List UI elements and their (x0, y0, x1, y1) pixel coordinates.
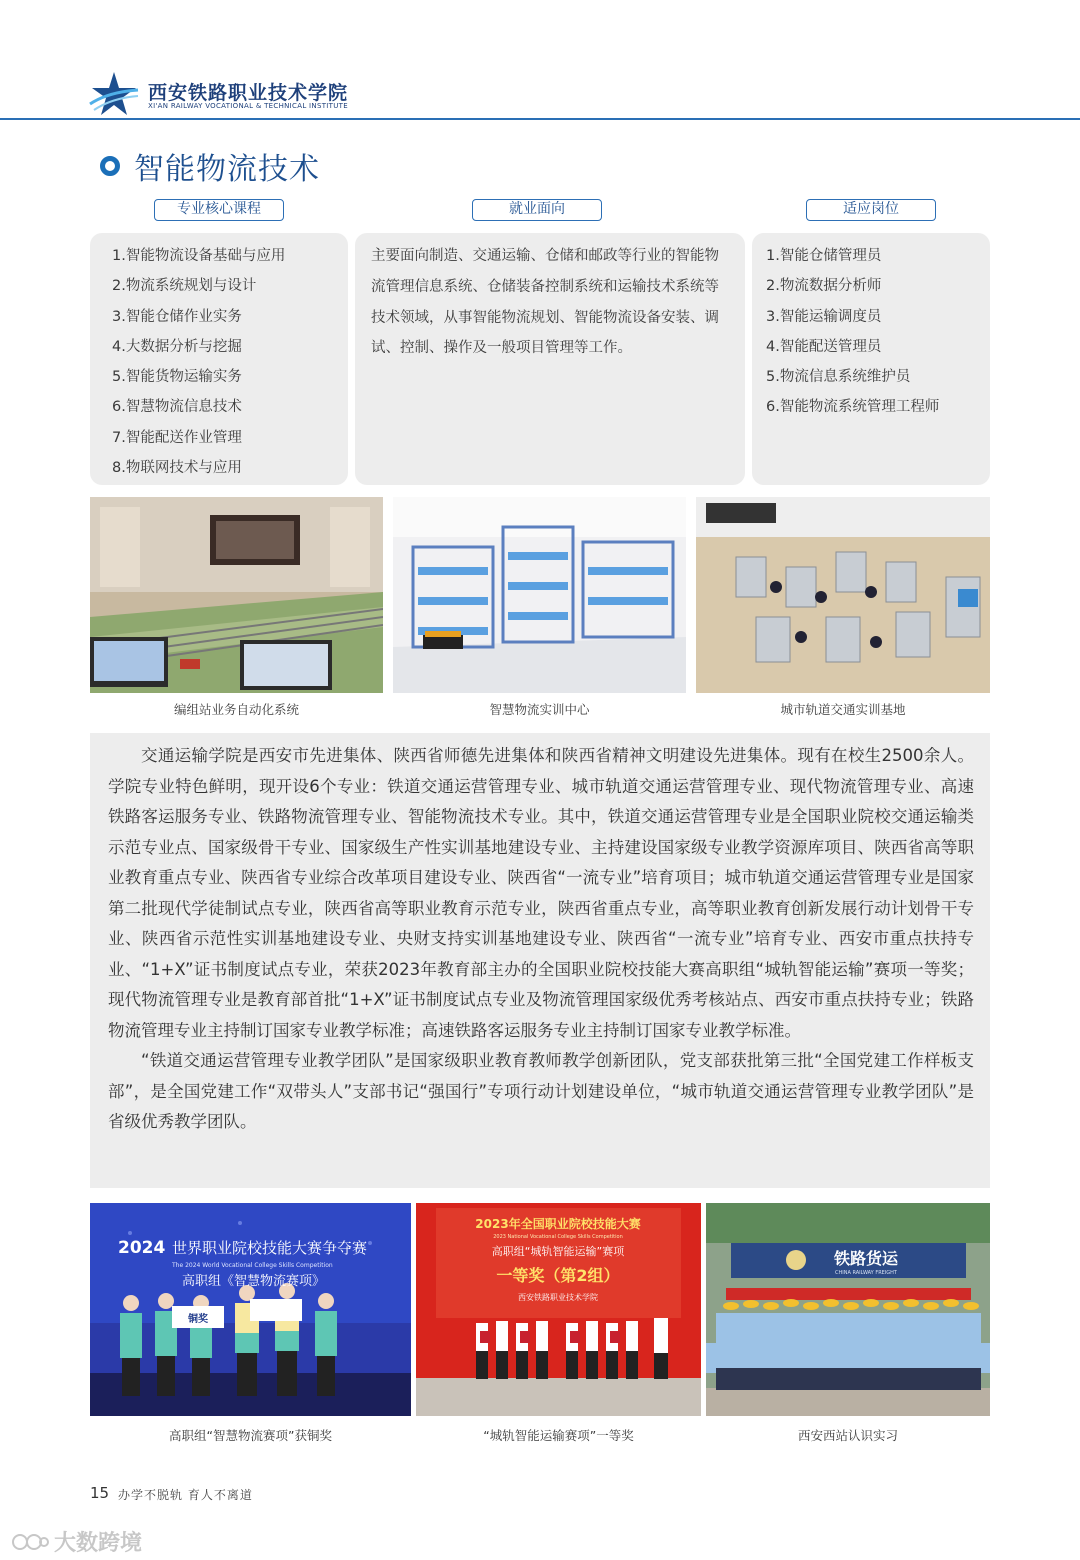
footer-slogan: 办学不脱轨 育人不离道 (118, 1488, 253, 1502)
watermark-logo-icon (10, 1530, 50, 1554)
course-item: 4.大数据分析与挖掘 (112, 338, 242, 355)
intro-paragraph-1: 交通运输学院是西安市先进集体、陕西省师德先进集体和陕西省精神文明建设先进集体。现有在校生2500余人。学院专业特色鲜明，现开设6个专业：铁道交通运营管理专业、城市轨道交通运营管理专业、现代物流管理专业、高速铁路客运服务专业、铁路物流管理专业、智能物流技术专业。其中，铁道交通运营管理专业是全国职业院校交通运输类示范专业点、国家级骨干专业、国家级生产性实训基地建设专业、主持建设国家级专业教学资源库项目、陕西省高等职业教育重点专业、陕西省专业综合改革项目建设专业、陕西省“一流专业”培育项目；城市轨道交通运营管理专业是国家第二批现代学徒制试点专业，陕西省高等职业教育示范专业，陕西省重点专业，高等职业教育创新发展行动计划骨干专业、陕西省示范性实训基地建设专业、央财支持实训基地建设专业、陕西省“一流专业”培育专业、西安市重点扶持专业、“1+X”证书制度试点专业，荣获2023年教育部主办的全国职业院校技能大赛高职组“城轨智能运输”赛项一等奖；现代物流管理专业是教育部首批“1+X”证书制度试点专业及物流管理国家级优秀考核站点、西安市重点扶持专业；铁路物流管理专业主持制订国家专业教学标准；高速铁路客运服务专业主持制订国家专业教学标准。 (108, 746, 974, 1040)
photo-xian-west-station (706, 1203, 990, 1416)
banner-year: 2024 (118, 1238, 166, 1258)
watermark-text: 大数跨境 (54, 1531, 143, 1556)
caption-logistics-center: 智慧物流实训中心 (489, 702, 590, 717)
course-item: 5.智能货物运输实务 (112, 369, 242, 386)
position-item: 1.智能仓储管理员 (766, 248, 882, 264)
courses-list (112, 241, 285, 483)
tag-positions: 适应岗位 (806, 199, 936, 221)
position-item: 5.物流信息系统维护员 (766, 369, 911, 386)
page-header (0, 0, 1080, 125)
intro-paragraph-2: “铁道交通运营管理专业教学团队”是国家级职业教育教师教学创新团队，党支部获批第三批“全国党建工作样板支部”，是全国党建工作“双带头人”支部书记“强国行”专项行动计划建设单位，“城市轨道交通运营管理专业教学团队”是省级优秀教学团队。 (108, 1051, 974, 1131)
section-title (100, 146, 320, 186)
title-bullet-icon (100, 156, 120, 176)
banner-event: 高职组《智慧物流赛项》 (182, 1274, 326, 1289)
banner-title: 世界职业院校技能大赛争夺赛 (172, 1239, 368, 1257)
station-sign-en: CHINA RAILWAY FREIGHT (835, 1270, 897, 1276)
course-item: 3.智能仓储作业实务 (112, 308, 242, 325)
course-item: 6.智慧物流信息技术 (112, 399, 242, 416)
station-sign: 铁路货运 (833, 1249, 899, 1268)
banner-competition-en: 2023 National Vocational College Skills Competition (493, 1234, 623, 1240)
page-title: 智能物流技术 (134, 152, 320, 187)
photo-first-prize (416, 1203, 701, 1416)
tag-employment: 就业面向 (472, 199, 602, 221)
course-item: 8.物联网技术与应用 (112, 460, 242, 477)
photo-bronze-award (90, 1203, 411, 1416)
employment-panel (355, 233, 745, 485)
school-logo-icon (88, 70, 140, 118)
caption-bronze-award: 高职组“智慧物流赛项”获铜奖 (169, 1428, 332, 1443)
photo-urban-rail-base (696, 497, 990, 693)
school-name-cn: 西安铁路职业技术学院 (148, 82, 349, 104)
introduction-text (108, 741, 974, 1138)
caption-first-prize: “城轨智能运输赛项”一等奖 (483, 1428, 634, 1443)
course-item: 7.智能配送作业管理 (112, 429, 242, 446)
tag-core-courses: 专业核心课程 (154, 199, 284, 221)
header-divider (0, 118, 1080, 120)
position-item: 6.智能物流系统管理工程师 (766, 399, 940, 416)
courses-panel (90, 233, 348, 485)
photo-logistics-center (393, 497, 686, 693)
employment-text: 主要面向制造、交通运输、仓储和邮政等行业的智能物流管理信息系统、仓储装备控制系统和运输技术系统等技术领域，从事智能物流规划、智能物流设备安装、调试、控制、操作及一般项目管理等工作。 (371, 248, 719, 357)
watermark (10, 1526, 142, 1557)
banner-prize: 一等奖（第2组） (496, 1266, 620, 1285)
banner-school: 西安铁路职业技术学院 (518, 1293, 598, 1302)
course-item: 2.物流系统规划与设计 (112, 278, 257, 295)
position-item: 2.物流数据分析师 (766, 278, 882, 295)
page-number: 15 (90, 1484, 110, 1502)
caption-marshalling-yard: 编组站业务自动化系统 (173, 702, 299, 717)
banner-subtitle: The 2024 World Vocational College Skills Competition (172, 1262, 333, 1269)
position-item: 4.智能配送管理员 (766, 338, 882, 355)
positions-list (766, 241, 939, 423)
positions-panel (752, 233, 990, 485)
caption-urban-rail-base: 城市轨道交通实训基地 (780, 702, 906, 717)
photo-marshalling-yard (90, 497, 383, 693)
school-name-en: XI'AN RAILWAY VOCATIONAL & TECHNICAL INSTITUTE (148, 102, 348, 110)
caption-xian-west-station: 西安西站认识实习 (797, 1428, 898, 1443)
award-board-text: 铜奖 (188, 1314, 208, 1325)
banner-competition: 2023年全国职业院校技能大赛 (475, 1217, 641, 1231)
banner-event: 高职组“城轨智能运输”赛项 (491, 1245, 625, 1258)
introduction-box (90, 733, 990, 1188)
position-item: 3.智能运输调度员 (766, 308, 882, 325)
course-item: 1.智能物流设备基础与应用 (112, 248, 286, 264)
